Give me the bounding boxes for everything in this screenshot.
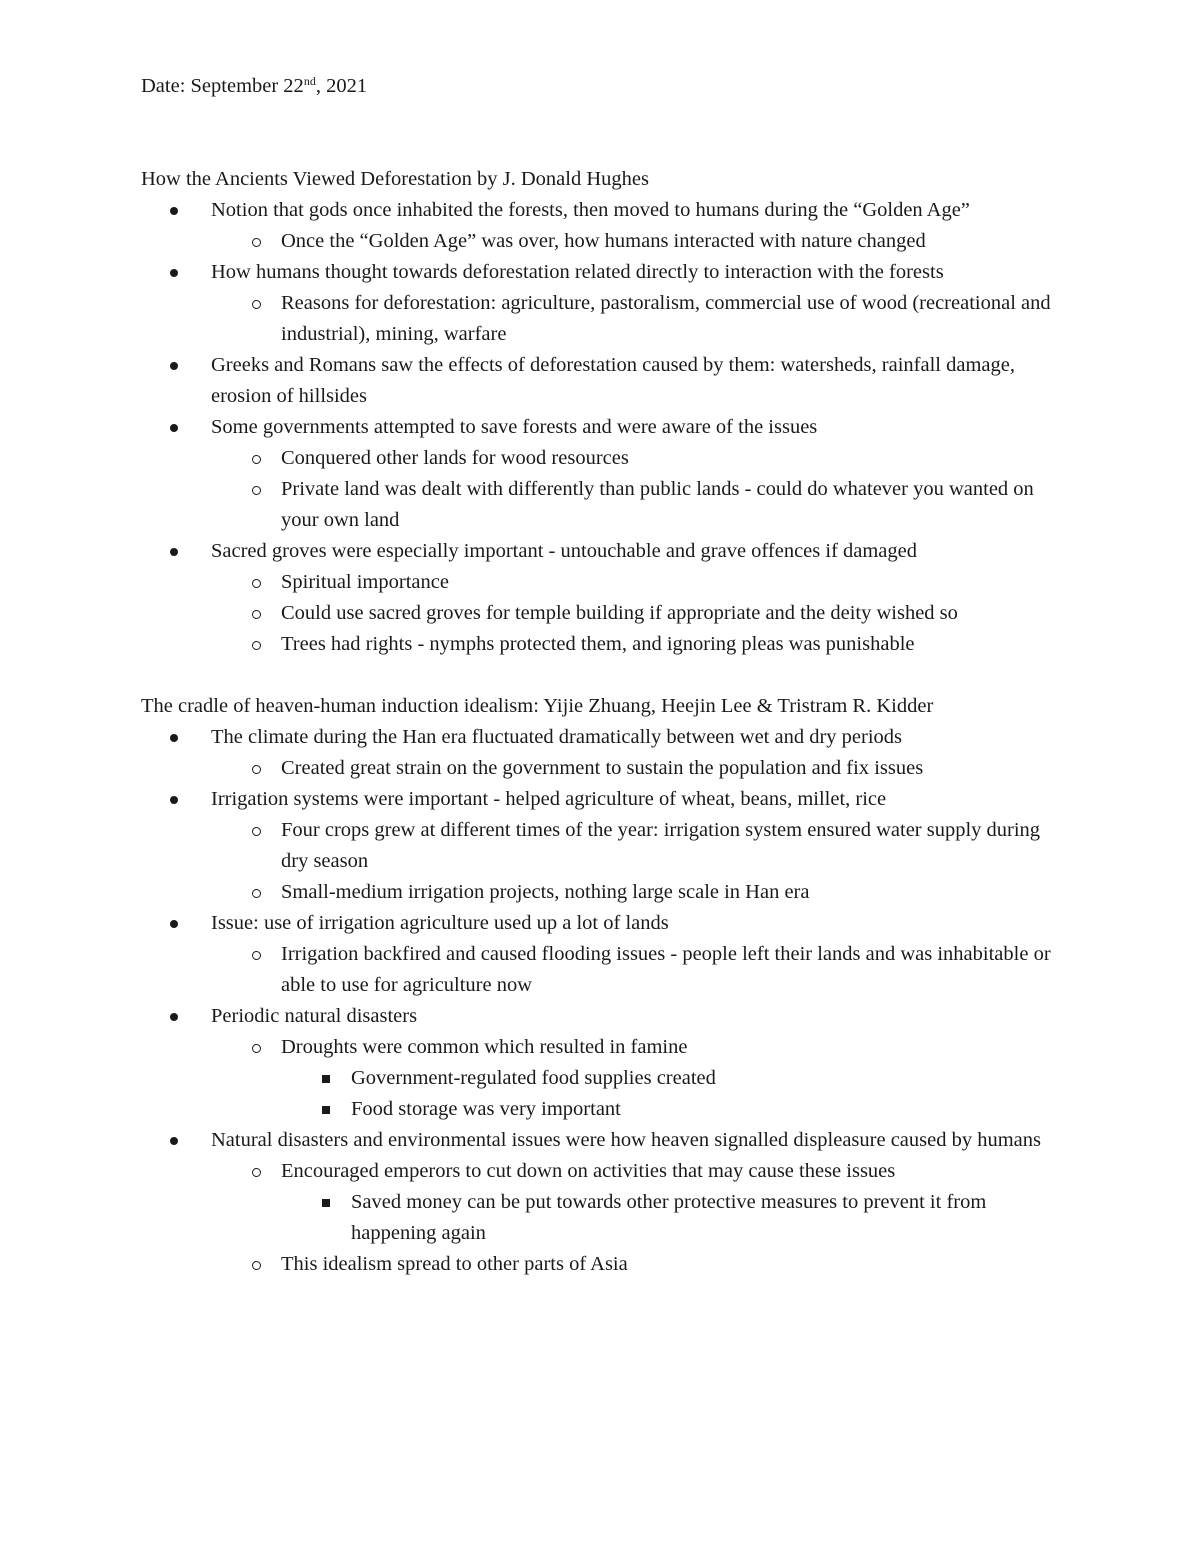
list-item — [211, 877, 1071, 908]
disc-bullet-icon — [170, 1137, 178, 1145]
list-item-text: Food storage was very important — [351, 1098, 621, 1120]
list-item — [211, 226, 1071, 257]
circle-bullet-icon — [252, 827, 261, 836]
list-item — [281, 1187, 1071, 1249]
list-item — [141, 536, 1071, 660]
date-ordinal-suffix: nd — [303, 74, 316, 88]
list-item — [211, 567, 1071, 598]
list-item-text: Some governments attempted to save forests and were aware of the issues — [211, 416, 818, 438]
square-bullet-icon — [322, 1075, 330, 1083]
circle-bullet-icon — [252, 579, 261, 588]
list-item — [281, 1094, 1071, 1125]
disc-bullet-icon — [170, 269, 178, 277]
circle-bullet-icon — [252, 455, 261, 464]
list-item — [281, 1063, 1071, 1094]
circle-bullet-icon — [252, 1261, 261, 1270]
list-item-text: Spiritual importance — [281, 571, 449, 593]
disc-bullet-icon — [170, 207, 178, 215]
disc-bullet-icon — [170, 796, 178, 804]
list-item-text: The climate during the Han era fluctuated dramatically between wet and dry periods — [211, 726, 903, 748]
list-item-text: Reasons for deforestation: agriculture, pastoralism, commercial use of wood (recreational and industrial), mining, warfare — [281, 292, 1051, 345]
list-item — [141, 784, 1071, 908]
list-item — [211, 629, 1071, 660]
list-item — [141, 1125, 1071, 1280]
list-item — [211, 939, 1071, 1001]
sub-list — [141, 288, 1071, 350]
list-item-text: Irrigation systems were important - helped agriculture of wheat, beans, millet, rice — [211, 788, 887, 810]
list-item — [211, 1249, 1071, 1280]
sub-list — [141, 753, 1071, 784]
sub-sub-list — [211, 1063, 1071, 1125]
list-item-text: Saved money can be put towards other protective measures to prevent it from happening again — [351, 1191, 987, 1244]
list-item-text: Irrigation backfired and caused flooding issues - people left their lands and was inhabitable or able to use for agriculture now — [281, 943, 1051, 996]
sub-list — [141, 1156, 1071, 1280]
list-item-text: Conquered other lands for wood resources — [281, 447, 629, 469]
spacer — [141, 660, 1071, 691]
document-page — [141, 71, 1071, 1280]
list-item-text: Droughts were common which resulted in famine — [281, 1036, 688, 1058]
circle-bullet-icon — [252, 765, 261, 774]
list-item — [211, 288, 1071, 350]
section-title: The cradle of heaven-human induction idealism: Yijie Zhuang, Heejin Lee & Tristram R. Kidder — [141, 695, 934, 717]
bullet-list — [141, 722, 1071, 1280]
sub-list — [141, 226, 1071, 257]
list-item-text: Greeks and Romans saw the effects of deforestation caused by them: watersheds, rainfall damage, erosion of hillsides — [211, 354, 1015, 407]
list-item — [211, 474, 1071, 536]
spacer — [141, 102, 1071, 164]
circle-bullet-icon — [252, 889, 261, 898]
list-item-text: Trees had rights - nymphs protected them, and ignoring pleas was punishable — [281, 633, 915, 655]
list-item-text: Private land was dealt with differently than public lands - could do whatever you wanted on your own land — [281, 478, 1034, 531]
disc-bullet-icon — [170, 920, 178, 928]
list-item-text: This idealism spread to other parts of Asia — [281, 1253, 628, 1275]
circle-bullet-icon — [252, 1044, 261, 1053]
list-item-text: Four crops grew at different times of the year: irrigation system ensured water supply during dry season — [281, 819, 1041, 872]
circle-bullet-icon — [252, 300, 261, 309]
list-item — [211, 1032, 1071, 1125]
list-item — [141, 908, 1071, 1001]
date-line — [141, 71, 1071, 102]
circle-bullet-icon — [252, 1168, 261, 1177]
list-item — [211, 815, 1071, 877]
sub-list — [141, 1032, 1071, 1125]
disc-bullet-icon — [170, 1013, 178, 1021]
disc-bullet-icon — [170, 362, 178, 370]
circle-bullet-icon — [252, 641, 261, 650]
list-item-text: Encouraged emperors to cut down on activities that may cause these issues — [281, 1160, 896, 1182]
disc-bullet-icon — [170, 734, 178, 742]
list-item-text: Issue: use of irrigation agriculture used up a lot of lands — [211, 912, 669, 934]
list-item-text: Sacred groves were especially important - untouchable and grave offences if damaged — [211, 540, 918, 562]
list-item — [141, 350, 1071, 412]
list-item — [141, 1001, 1071, 1125]
sub-list — [141, 939, 1071, 1001]
list-item-text: Government-regulated food supplies created — [351, 1067, 716, 1089]
list-item-text: Natural disasters and environmental issues were how heaven signalled displeasure caused by humans — [211, 1129, 1042, 1151]
square-bullet-icon — [322, 1106, 330, 1114]
sub-sub-list — [211, 1187, 1071, 1249]
list-item — [141, 195, 1071, 257]
list-item-text: Created great strain on the government to sustain the population and fix issues — [281, 757, 924, 779]
list-item-text: Small-medium irrigation projects, nothing large scale in Han era — [281, 881, 810, 903]
list-item-text: Notion that gods once inhabited the forests, then moved to humans during the “Golden Age” — [211, 199, 970, 221]
sub-list — [141, 815, 1071, 908]
list-item — [141, 412, 1071, 536]
list-item — [141, 257, 1071, 350]
list-item — [211, 1156, 1071, 1249]
list-item-text: How humans thought towards deforestation related directly to interaction with the forests — [211, 261, 944, 283]
sub-list — [141, 567, 1071, 660]
disc-bullet-icon — [170, 548, 178, 556]
date-year: , 2021 — [315, 75, 368, 97]
list-item — [211, 443, 1071, 474]
circle-bullet-icon — [252, 610, 261, 619]
circle-bullet-icon — [252, 486, 261, 495]
bullet-list — [141, 195, 1071, 660]
circle-bullet-icon — [252, 951, 261, 960]
list-item — [211, 753, 1071, 784]
list-item-text: Once the “Golden Age” was over, how humans interacted with nature changed — [281, 230, 926, 252]
section-title: How the Ancients Viewed Deforestation by J. Donald Hughes — [141, 168, 649, 190]
list-item-text: Could use sacred groves for temple building if appropriate and the deity wished so — [281, 602, 958, 624]
date-prefix: Date: September 22 — [141, 75, 304, 97]
square-bullet-icon — [322, 1199, 330, 1207]
list-item-text: Periodic natural disasters — [211, 1005, 418, 1027]
list-item — [141, 722, 1071, 784]
circle-bullet-icon — [252, 238, 261, 247]
list-item — [211, 598, 1071, 629]
disc-bullet-icon — [170, 424, 178, 432]
sub-list — [141, 443, 1071, 536]
